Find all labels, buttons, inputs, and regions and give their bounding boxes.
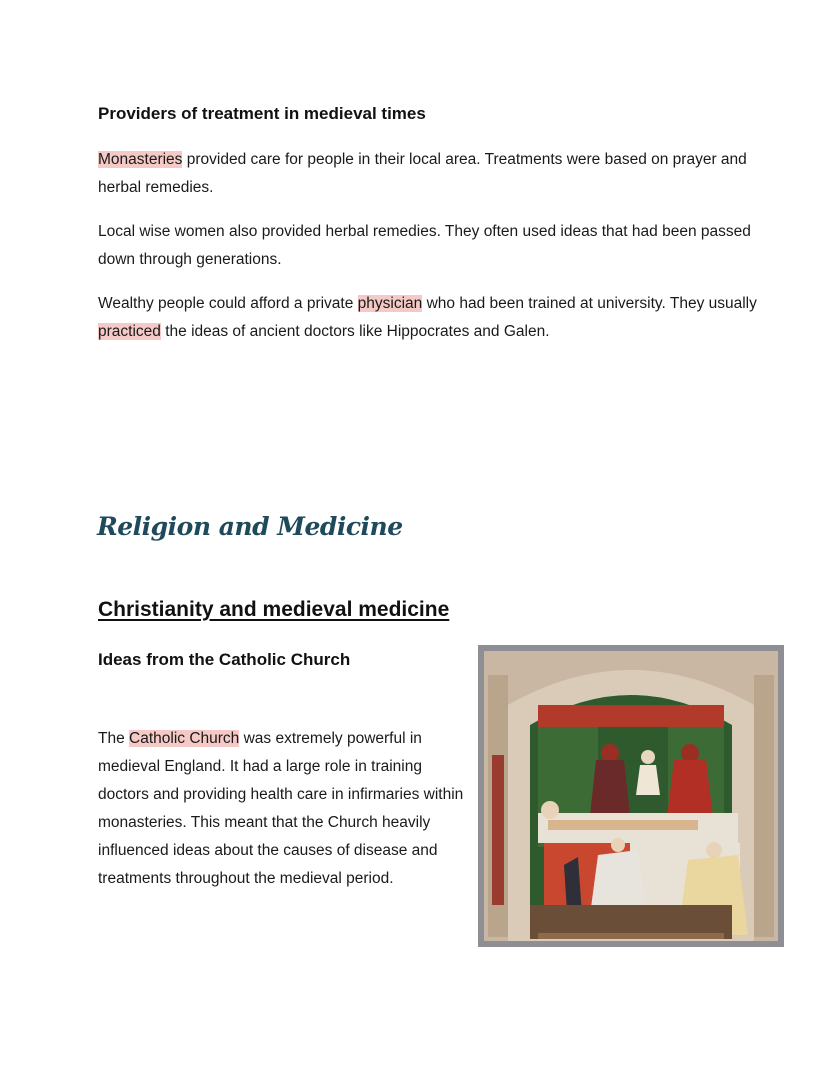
text: provided care for people in their local area. Treatments were based on prayer and herbal remedies. — [98, 151, 747, 196]
catholic-church-heading: Ideas from the Catholic Church — [98, 650, 351, 669]
paragraph-wise-women: Local wise women also provided herbal remedies. They often used ideas that had been passed down through generations. — [98, 223, 751, 268]
text: The — [98, 730, 130, 747]
paragraph-monasteries — [98, 146, 788, 202]
text: who had been trained at university. They usually — [422, 295, 757, 312]
text: was extremely powerful in medieval England. It had a large role in training doctors and providing health care in infirmaries within monasteries. This meant that the Church heavily influenced ideas about the causes of disease and treatments throughout the medieval period. — [98, 730, 464, 887]
highlight-monasteries: Monasteries — [98, 151, 183, 168]
paragraph-catholic-church — [98, 725, 468, 893]
highlight-physician: physician — [357, 295, 423, 312]
paragraph-physicians — [98, 290, 798, 346]
highlight-practiced: practiced — [98, 323, 161, 340]
text: the ideas of ancient doctors like Hippocrates and Galen. — [160, 323, 550, 340]
section-subtitle: Christianity and medieval medicine — [98, 598, 450, 621]
medieval-painting-icon — [478, 645, 784, 947]
text: Wealthy people could afford a private — [98, 295, 358, 312]
medieval-painting-image — [478, 645, 784, 947]
providers-heading: Providers of treatment in medieval times — [98, 104, 426, 123]
highlight-catholic-church: Catholic Church — [129, 730, 240, 747]
section-title: Religion and Medicine — [97, 512, 403, 541]
